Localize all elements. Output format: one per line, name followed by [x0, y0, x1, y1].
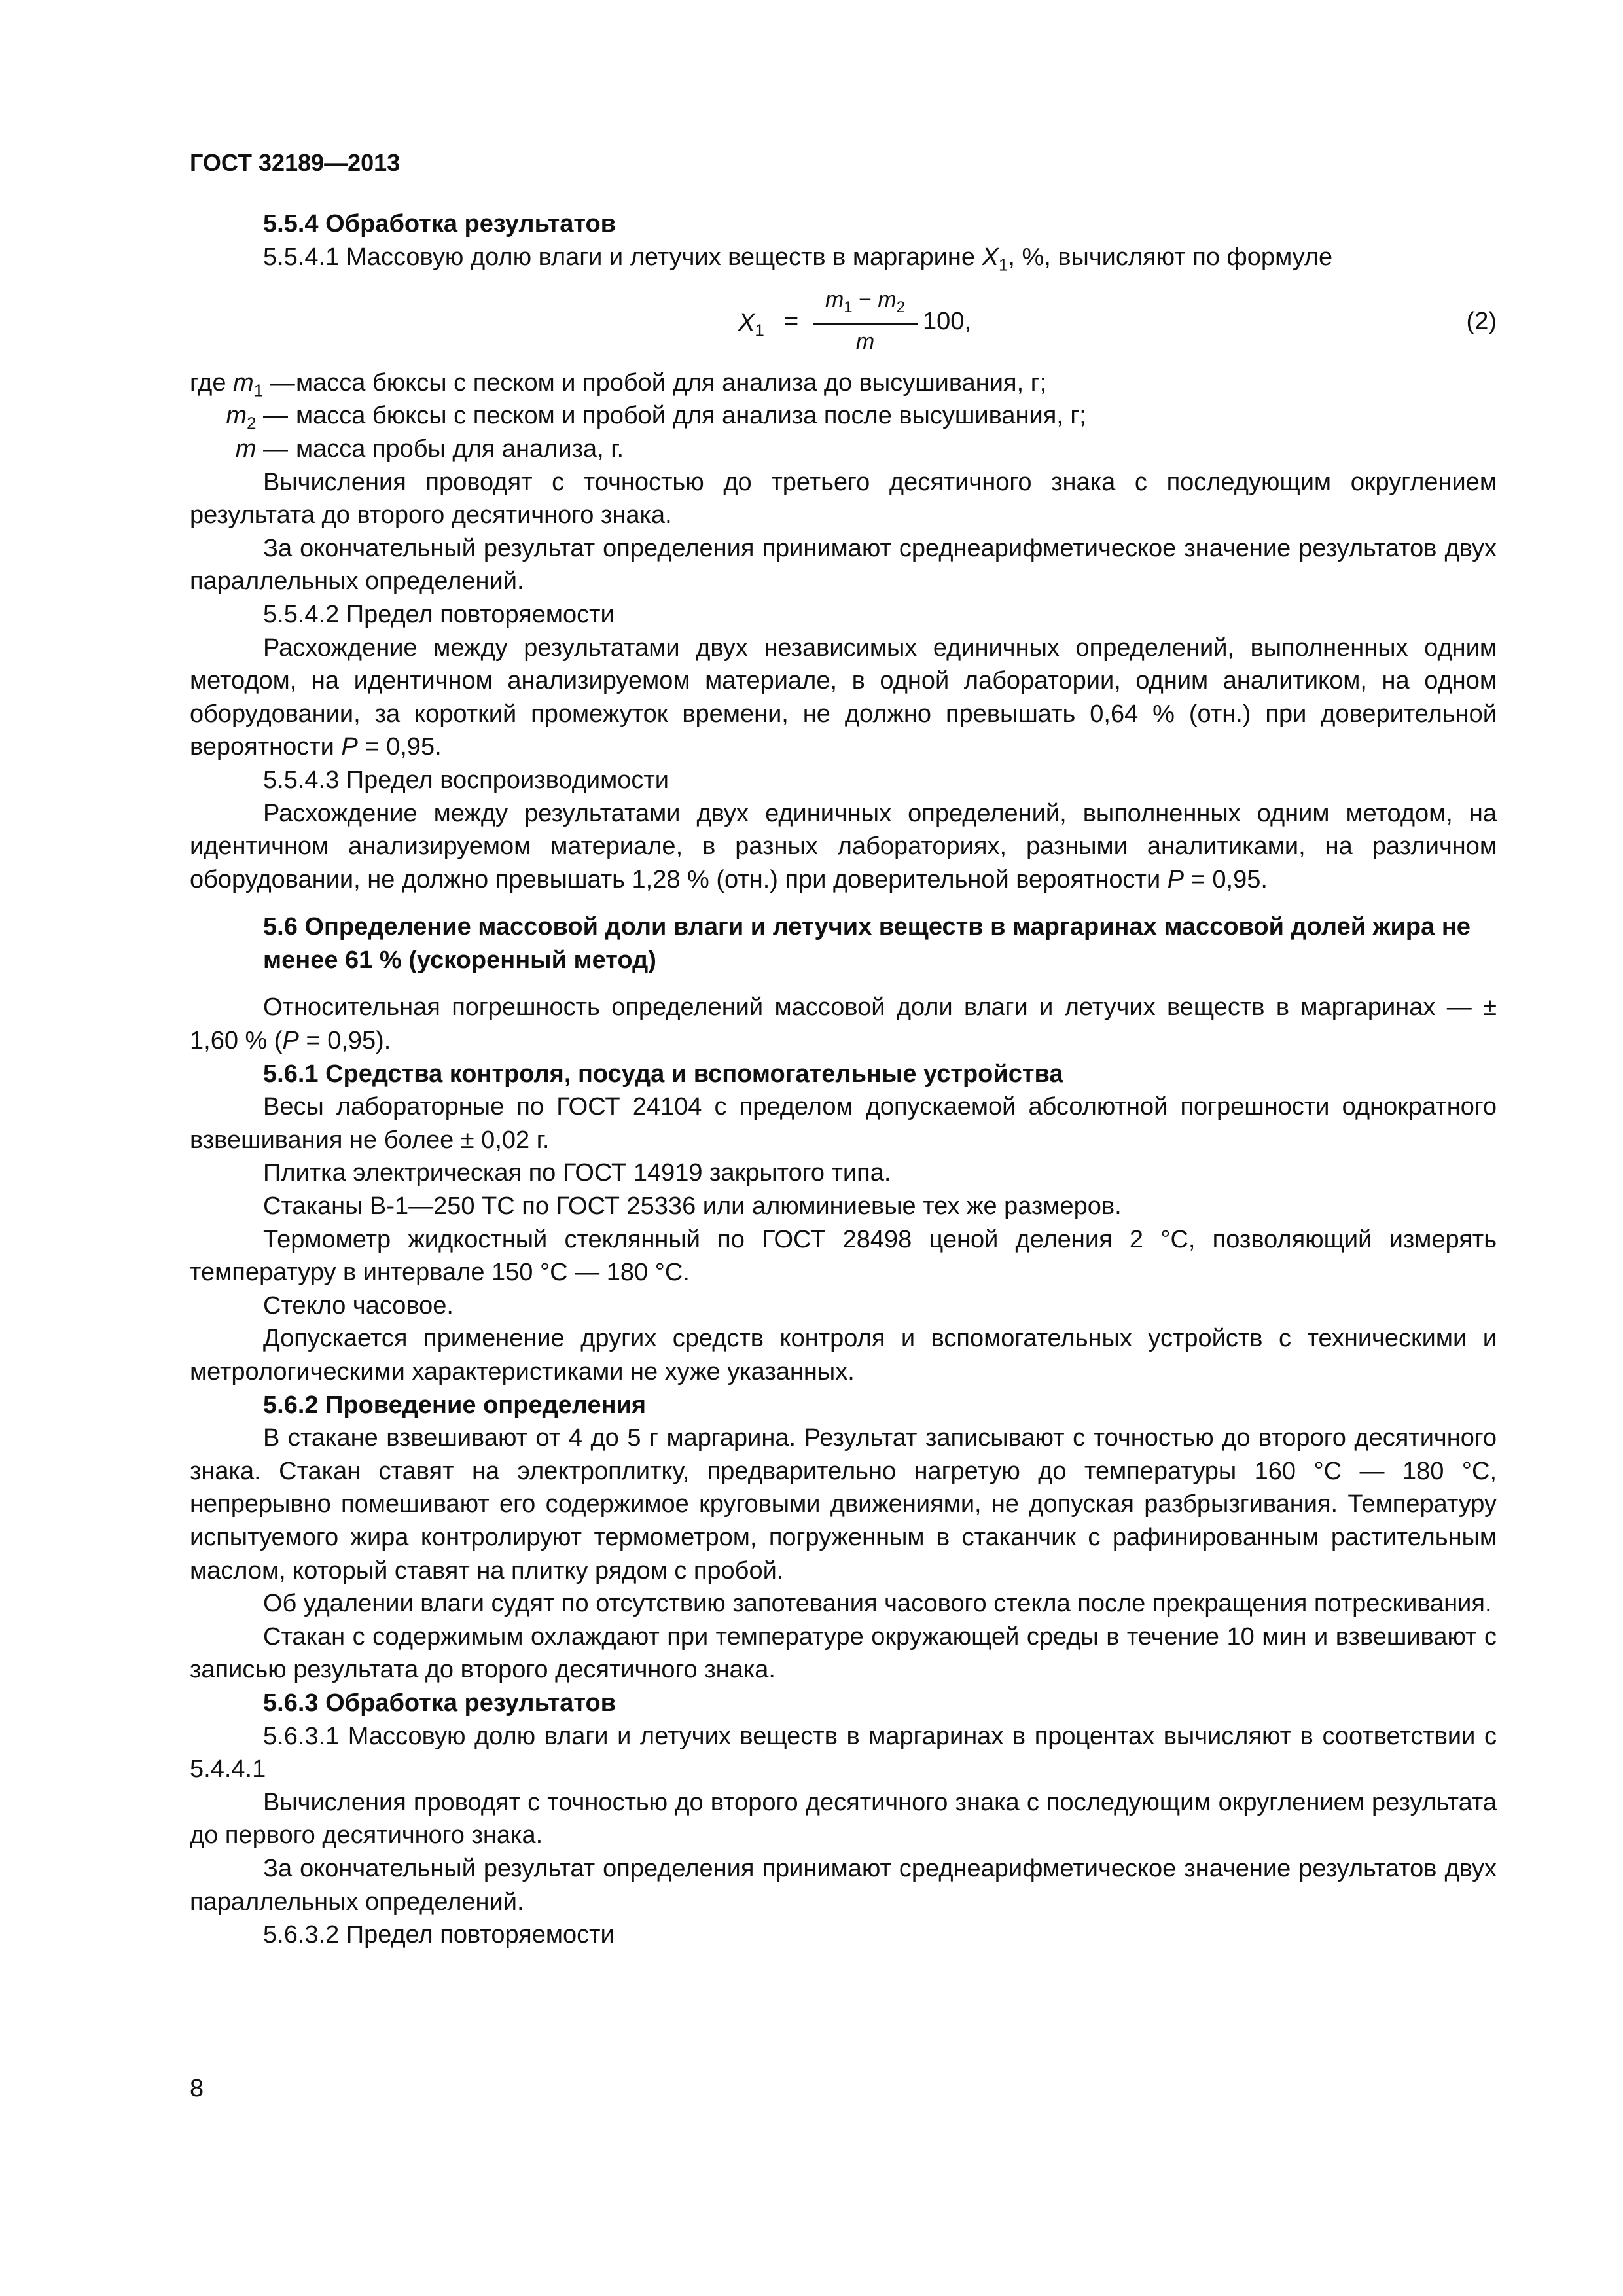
formula-number: (2) [1466, 307, 1497, 335]
paragraph-5-6-3-1: 5.6.3.1 Массовую долю влаги и летучих веществ в маргаринах в процентах вычисляют в соответствии с 5.4.4.1 [190, 1722, 1497, 1784]
paragraph-5-5-4-3: 5.5.4.3 Предел воспроизводимости [263, 766, 669, 794]
paragraph: В стакане взвешивают от 4 до 5 г маргарина. Результат записывают с точностью до второго десятичного знака. Стакан ставят на электроплитку, предварительно нагретую до температуры 160 °С — 180 °С, непрерывно помешивают его содержимое круговыми движениями, не допуская разбрызгивания. Температуру испытуемого жира контролируют термометром, погруженным в стаканчик с рафинированным растительным маслом, который ставят на плитку рядом с пробой. [190, 1424, 1497, 1585]
paragraph: Расхождение между результатами двух независимых единичных определений, выполненных одним методом, на идентичном анализируемом материале, в одной лаборатории, одним аналитиком, на одном оборудовании, за короткий промежуток времени, не должно превышать 0,64 % (отн.) при доверительной вероятности P = 0,95. [190, 634, 1497, 761]
paragraph: Термометр жидкостный стеклянный по ГОСТ 28498 ценой деления 2 °С, позволяющий измерять температуру в интервале 150 °С — 180 °С. [190, 1225, 1497, 1287]
section-5-6-3-title: 5.6.3 Обработка результатов [263, 1689, 616, 1717]
formula-fraction [813, 285, 918, 356]
section-5-6-1-title: 5.6.1 Средства контроля, посуда и вспомогательные устройства [263, 1060, 1063, 1088]
paragraph: Вычисления проводят с точностью до третьего десятичного знака с последующим округлением результата до второго десятичного знака. [190, 468, 1497, 529]
section-5-6-2-title: 5.6.2 Проведение определения [263, 1391, 647, 1419]
document-code: ГОСТ 32189—2013 [190, 149, 401, 176]
paragraph: Относительная погрешность определений массовой доли влаги и летучих веществ в маргаринах — ± 1,60 % (P = 0,95). [190, 994, 1497, 1055]
paragraph-5-5-4-1: 5.5.4.1 Массовую долю влаги и летучих веществ в маргарине $X_1$, %, вычисляют по формуле [263, 243, 1333, 275]
paragraph: Допускается применение других средств контроля и вспомогательных устройств с техническими и метрологическими характеристиками не хуже указанных. [190, 1325, 1497, 1386]
where-line: $m_2$ — масса бюксы с песком и пробой для анализа после высушивания, г; [226, 402, 1086, 433]
paragraph: Весы лабораторные по ГОСТ 24104 с пределом допускаемой абсолютной погрешности однократного взвешивания не более ± 0,02 г. [190, 1093, 1497, 1154]
paragraph: Расхождение между результатами двух единичных определений, выполненных одним методом, на идентичном анализируемом материале, в разных лабораториях, разными аналитиками, на различном оборудовании, не должно превышать 1,28 % (отн.) при доверительной вероятности P = 0,95. [190, 799, 1497, 893]
formula-2 [190, 281, 1497, 367]
formula-lhs: $X_1$ [738, 308, 764, 340]
fraction-bar [813, 323, 918, 325]
formula-denominator: m [855, 329, 875, 354]
paragraph: Вычисления проводят с точностью до второго десятичного знака с последующим округлением результата до первого десятичного знака. [190, 1788, 1497, 1850]
paragraph: Стаканы В-1—250 ТС по ГОСТ 25336 или алюминиевые тех же размеров. [263, 1193, 1122, 1221]
paragraph: Стакан с содержимым охлаждают при температуре окружающей среды в течение 10 мин и взвешивают с записью результата до второго десятичного знака. [190, 1623, 1497, 1684]
paragraph: За окончательный результат определения принимают среднеарифметическое значение результатов двух параллельных определений. [190, 1854, 1497, 1916]
page-body [190, 207, 1497, 1952]
formula-multiplier: 100, [923, 307, 971, 335]
paragraph: Плитка электрическая по ГОСТ 14919 закрытого типа. [263, 1159, 891, 1187]
paragraph-5-5-4-2: 5.5.4.2 Предел повторяемости [263, 600, 615, 628]
paragraph-5-6-3-2: 5.6.3.2 Предел повторяемости [263, 1921, 615, 1949]
where-line: m — масса пробы для анализа, г. [235, 435, 624, 463]
formula-equals: = [784, 307, 799, 335]
paragraph: Об удалении влаги судят по отсутствию запотевания часового стекла после прекращения потрескивания. [263, 1590, 1492, 1618]
page-number: 8 [190, 2075, 204, 2102]
paragraph: Стекло часовое. [263, 1291, 454, 1319]
section-5-5-4-title: 5.5.4 Обработка результатов [263, 210, 616, 238]
paragraph: За окончательный результат определения принимают среднеарифметическое значение результатов двух параллельных определений. [190, 534, 1497, 596]
section-5-6-title: 5.6 Определение массовой доли влаги и летучих веществ в маргаринах массовой долей жира не менее 61 % (ускоренный метод) [263, 913, 1471, 974]
formula-numerator: $m_1 - m_2$ [825, 287, 906, 316]
where-line: где $m_1$ — масса бюксы с песком и пробой для анализа до высушивания, г; [190, 368, 1047, 401]
